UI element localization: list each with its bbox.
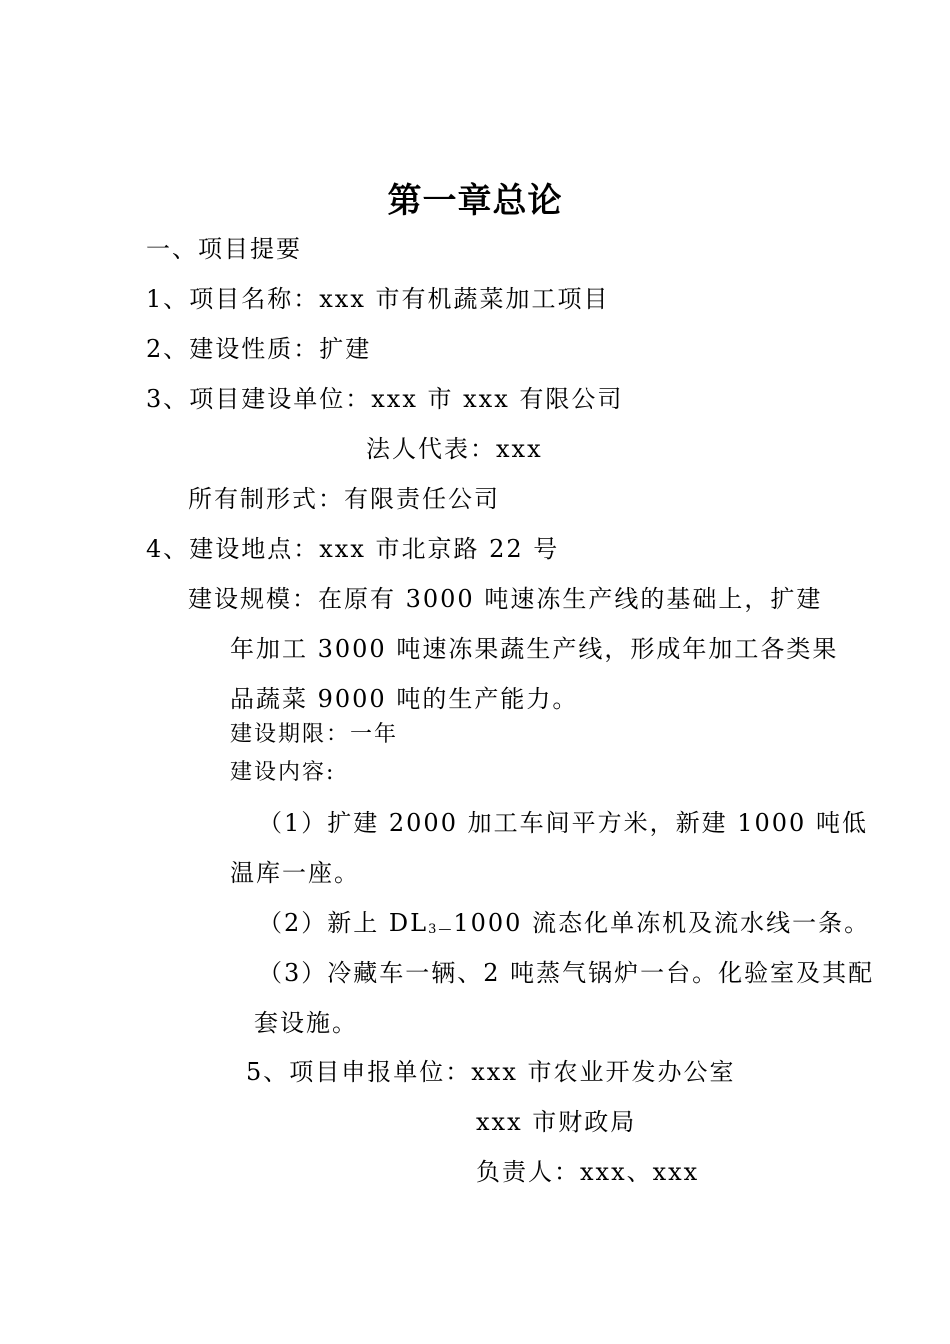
construction-scale-line-1: 建设规模：在原有 3000 吨速冻生产线的基础上，扩建 (188, 585, 823, 613)
content-item-2-prefix: （2）新上 DL (258, 909, 429, 937)
construction-period-line: 建设期限：一年 (230, 722, 399, 747)
construction-nature-line: 2、建设性质：扩建 (146, 335, 372, 363)
content-item-3-line-1: （3）冷藏车一辆、2 吨蒸气锅炉一台。化验室及其配 (258, 959, 875, 987)
project-name-line: 1、项目名称：xxx 市有机蔬菜加工项目 (146, 285, 610, 313)
declaring-unit-line: 5、项目申报单位：xxx 市农业开发办公室 (246, 1058, 736, 1086)
chapter-title: 第一章总论 (387, 181, 563, 221)
content-item-2-subscript: 3— (428, 922, 454, 937)
section-heading: 一、项目提要 (146, 235, 302, 263)
content-item-1-line-1: （1）扩建 2000 加工车间平方米，新建 1000 吨低 (258, 809, 868, 837)
construction-scale-line-2: 年加工 3000 吨速冻果蔬生产线，形成年加工各类果 (230, 635, 839, 663)
legal-representative-line: 法人代表：xxx (366, 435, 543, 463)
construction-site-line: 4、建设地点：xxx 市北京路 22 号 (146, 535, 560, 563)
construction-content-label: 建设内容: (230, 760, 336, 785)
content-item-2-suffix: 1000 流态化单冻机及流水线一条。 (453, 909, 871, 937)
content-item-1-line-2: 温库一座。 (230, 859, 360, 887)
responsible-person-line: 负责人：xxx、xxx (476, 1158, 700, 1186)
content-item-3-line-2: 套设施。 (254, 1009, 358, 1037)
construction-scale-line-3: 品蔬菜 9000 吨的生产能力。 (230, 685, 579, 713)
content-item-2-line (258, 908, 870, 938)
declaring-unit-finance-bureau: xxx 市财政局 (476, 1108, 637, 1136)
ownership-form-line: 所有制形式：有限责任公司 (188, 485, 500, 513)
construction-unit-line: 3、项目建设单位：xxx 市 xxx 有限公司 (146, 385, 624, 413)
